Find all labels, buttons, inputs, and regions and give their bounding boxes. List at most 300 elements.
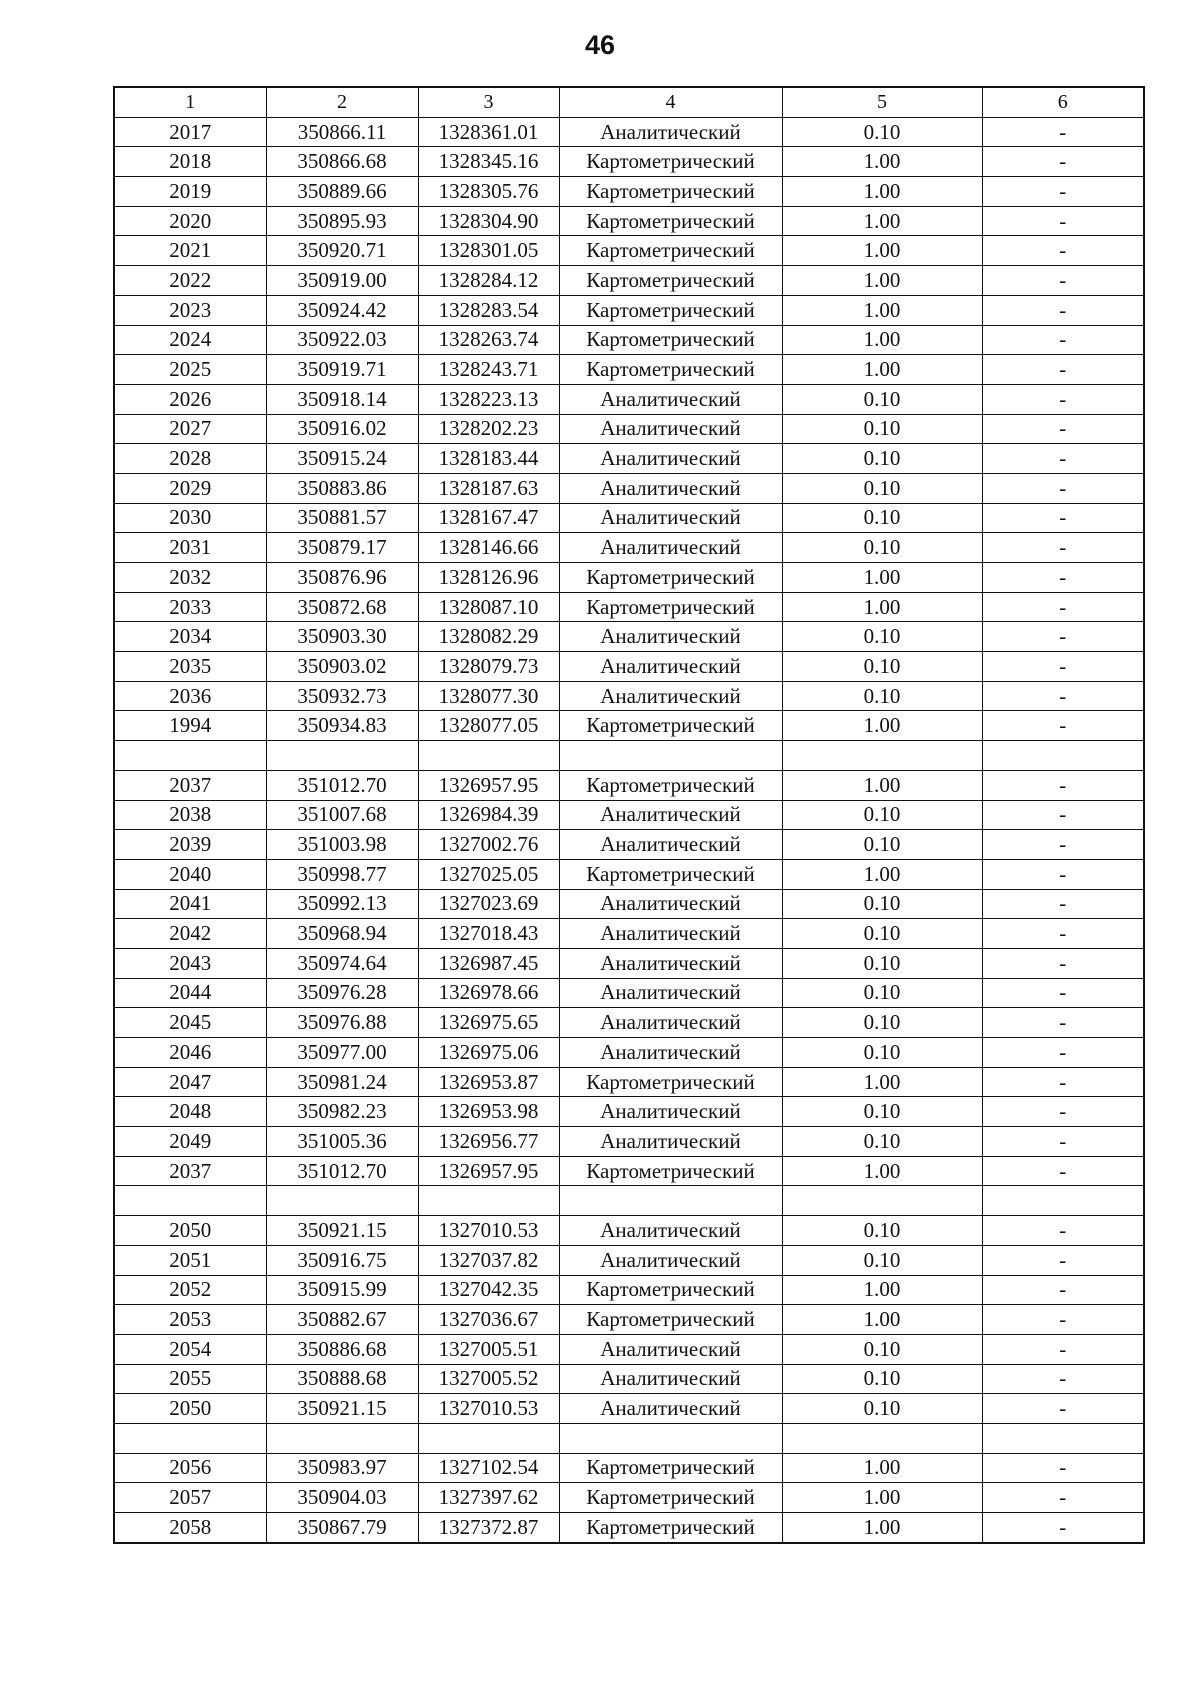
note-cell: - xyxy=(982,414,1144,444)
point-number-cell: 2043 xyxy=(114,948,266,978)
x-coordinate-cell: 350889.66 xyxy=(266,177,418,207)
point-number-cell: 2032 xyxy=(114,563,266,593)
x-coordinate-cell: 350903.02 xyxy=(266,652,418,682)
table-row xyxy=(114,800,1144,830)
accuracy-cell: 1.00 xyxy=(782,1156,982,1186)
accuracy-cell: 1.00 xyxy=(782,1067,982,1097)
column-header: 6 xyxy=(982,87,1144,117)
point-number-cell xyxy=(114,1423,266,1453)
point-number-cell: 2055 xyxy=(114,1364,266,1394)
accuracy-cell: 1.00 xyxy=(782,236,982,266)
method-cell: Аналитический xyxy=(559,1127,782,1157)
table-row xyxy=(114,1394,1144,1424)
y-coordinate-cell: 1327025.05 xyxy=(418,859,559,889)
table-row xyxy=(114,1186,1144,1216)
method-cell: Аналитический xyxy=(559,1038,782,1068)
x-coordinate-cell: 350883.86 xyxy=(266,473,418,503)
y-coordinate-cell: 1326956.77 xyxy=(418,1127,559,1157)
point-number-cell: 2037 xyxy=(114,770,266,800)
note-cell: - xyxy=(982,1156,1144,1186)
method-cell: Аналитический xyxy=(559,444,782,474)
accuracy-cell: 0.10 xyxy=(782,622,982,652)
accuracy-cell: 0.10 xyxy=(782,384,982,414)
table-row xyxy=(114,473,1144,503)
x-coordinate-cell: 350998.77 xyxy=(266,859,418,889)
y-coordinate-cell xyxy=(418,1423,559,1453)
x-coordinate-cell: 350919.71 xyxy=(266,355,418,385)
x-coordinate-cell: 350974.64 xyxy=(266,948,418,978)
point-number-cell: 2044 xyxy=(114,978,266,1008)
note-cell: - xyxy=(982,1394,1144,1424)
y-coordinate-cell: 1327005.52 xyxy=(418,1364,559,1394)
point-number-cell: 2048 xyxy=(114,1097,266,1127)
point-number-cell: 2027 xyxy=(114,414,266,444)
note-cell: - xyxy=(982,1067,1144,1097)
point-number-cell: 2056 xyxy=(114,1453,266,1483)
table-row xyxy=(114,652,1144,682)
point-number-cell: 2052 xyxy=(114,1275,266,1305)
method-cell: Аналитический xyxy=(559,830,782,860)
accuracy-cell: 1.00 xyxy=(782,859,982,889)
table-row xyxy=(114,147,1144,177)
x-coordinate-cell: 350922.03 xyxy=(266,325,418,355)
point-number-cell: 2042 xyxy=(114,919,266,949)
x-coordinate-cell: 350916.02 xyxy=(266,414,418,444)
accuracy-cell: 0.10 xyxy=(782,652,982,682)
y-coordinate-cell: 1328263.74 xyxy=(418,325,559,355)
accuracy-cell: 0.10 xyxy=(782,533,982,563)
accuracy-cell: 0.10 xyxy=(782,414,982,444)
accuracy-cell: 0.10 xyxy=(782,889,982,919)
accuracy-cell: 0.10 xyxy=(782,1216,982,1246)
accuracy-cell: 0.10 xyxy=(782,978,982,1008)
note-cell xyxy=(982,1186,1144,1216)
table-row xyxy=(114,533,1144,563)
table-row xyxy=(114,444,1144,474)
accuracy-cell: 1.00 xyxy=(782,206,982,236)
accuracy-cell xyxy=(782,1423,982,1453)
method-cell: Картометрический xyxy=(559,206,782,236)
point-number-cell: 2033 xyxy=(114,592,266,622)
method-cell: Картометрический xyxy=(559,1067,782,1097)
point-number-cell: 2051 xyxy=(114,1245,266,1275)
y-coordinate-cell: 1328167.47 xyxy=(418,503,559,533)
x-coordinate-cell: 350992.13 xyxy=(266,889,418,919)
y-coordinate-cell: 1328087.10 xyxy=(418,592,559,622)
y-coordinate-cell: 1326957.95 xyxy=(418,770,559,800)
x-coordinate-cell: 350983.97 xyxy=(266,1453,418,1483)
y-coordinate-cell: 1328146.66 xyxy=(418,533,559,563)
y-coordinate-cell: 1326978.66 xyxy=(418,978,559,1008)
note-cell: - xyxy=(982,622,1144,652)
method-cell: Аналитический xyxy=(559,117,782,147)
method-cell: Аналитический xyxy=(559,473,782,503)
y-coordinate-cell xyxy=(418,1186,559,1216)
accuracy-cell: 0.10 xyxy=(782,1038,982,1068)
note-cell: - xyxy=(982,1038,1144,1068)
accuracy-cell: 0.10 xyxy=(782,919,982,949)
x-coordinate-cell: 350888.68 xyxy=(266,1364,418,1394)
method-cell: Картометрический xyxy=(559,236,782,266)
y-coordinate-cell: 1326953.98 xyxy=(418,1097,559,1127)
y-coordinate-cell: 1327037.82 xyxy=(418,1245,559,1275)
y-coordinate-cell: 1328202.23 xyxy=(418,414,559,444)
point-number-cell: 2025 xyxy=(114,355,266,385)
point-number-cell: 2017 xyxy=(114,117,266,147)
accuracy-cell: 1.00 xyxy=(782,325,982,355)
accuracy-cell: 1.00 xyxy=(782,1305,982,1335)
table-row xyxy=(114,1483,1144,1513)
y-coordinate-cell: 1328082.29 xyxy=(418,622,559,652)
y-coordinate-cell: 1327042.35 xyxy=(418,1275,559,1305)
method-cell: Аналитический xyxy=(559,652,782,682)
note-cell: - xyxy=(982,919,1144,949)
x-coordinate-cell: 350976.88 xyxy=(266,1008,418,1038)
x-coordinate-cell: 351012.70 xyxy=(266,1156,418,1186)
note-cell: - xyxy=(982,266,1144,296)
table-row xyxy=(114,295,1144,325)
column-header: 2 xyxy=(266,87,418,117)
point-number-cell: 2030 xyxy=(114,503,266,533)
y-coordinate-cell: 1327036.67 xyxy=(418,1305,559,1335)
point-number-cell: 2040 xyxy=(114,859,266,889)
table-row xyxy=(114,1364,1144,1394)
table-row xyxy=(114,1216,1144,1246)
accuracy-cell: 1.00 xyxy=(782,147,982,177)
note-cell: - xyxy=(982,563,1144,593)
accuracy-cell: 1.00 xyxy=(782,295,982,325)
note-cell: - xyxy=(982,592,1144,622)
table-row xyxy=(114,206,1144,236)
y-coordinate-cell: 1328304.90 xyxy=(418,206,559,236)
y-coordinate-cell: 1327372.87 xyxy=(418,1513,559,1543)
point-number-cell: 2054 xyxy=(114,1334,266,1364)
y-coordinate-cell: 1326957.95 xyxy=(418,1156,559,1186)
x-coordinate-cell: 350915.24 xyxy=(266,444,418,474)
y-coordinate-cell: 1327018.43 xyxy=(418,919,559,949)
y-coordinate-cell: 1326984.39 xyxy=(418,800,559,830)
point-number-cell: 2018 xyxy=(114,147,266,177)
y-coordinate-cell: 1328361.01 xyxy=(418,117,559,147)
table-row xyxy=(114,711,1144,741)
accuracy-cell: 0.10 xyxy=(782,1364,982,1394)
x-coordinate-cell: 350866.11 xyxy=(266,117,418,147)
method-cell: Картометрический xyxy=(559,1513,782,1543)
method-cell: Картометрический xyxy=(559,770,782,800)
method-cell: Аналитический xyxy=(559,978,782,1008)
y-coordinate-cell: 1326987.45 xyxy=(418,948,559,978)
column-header: 4 xyxy=(559,87,782,117)
note-cell: - xyxy=(982,444,1144,474)
y-coordinate-cell: 1326975.65 xyxy=(418,1008,559,1038)
point-number-cell: 2020 xyxy=(114,206,266,236)
method-cell: Картометрический xyxy=(559,1275,782,1305)
table-row xyxy=(114,948,1144,978)
note-cell: - xyxy=(982,770,1144,800)
x-coordinate-cell: 350916.75 xyxy=(266,1245,418,1275)
note-cell: - xyxy=(982,503,1144,533)
x-coordinate-cell: 350924.42 xyxy=(266,295,418,325)
note-cell: - xyxy=(982,473,1144,503)
table-row xyxy=(114,1275,1144,1305)
table-row xyxy=(114,1097,1144,1127)
accuracy-cell: 1.00 xyxy=(782,355,982,385)
y-coordinate-cell: 1327023.69 xyxy=(418,889,559,919)
note-cell: - xyxy=(982,1305,1144,1335)
x-coordinate-cell: 350932.73 xyxy=(266,681,418,711)
y-coordinate-cell: 1327002.76 xyxy=(418,830,559,860)
x-coordinate-cell: 350876.96 xyxy=(266,563,418,593)
y-coordinate-cell: 1328077.05 xyxy=(418,711,559,741)
method-cell: Аналитический xyxy=(559,384,782,414)
point-number-cell xyxy=(114,1186,266,1216)
accuracy-cell xyxy=(782,741,982,771)
y-coordinate-cell: 1327397.62 xyxy=(418,1483,559,1513)
point-number-cell: 1994 xyxy=(114,711,266,741)
note-cell: - xyxy=(982,711,1144,741)
point-number-cell: 2039 xyxy=(114,830,266,860)
note-cell: - xyxy=(982,800,1144,830)
method-cell: Картометрический xyxy=(559,355,782,385)
method-cell: Картометрический xyxy=(559,711,782,741)
accuracy-cell: 0.10 xyxy=(782,948,982,978)
table-row xyxy=(114,1245,1144,1275)
y-coordinate-cell: 1328079.73 xyxy=(418,652,559,682)
method-cell: Аналитический xyxy=(559,889,782,919)
table-row xyxy=(114,1513,1144,1543)
x-coordinate-cell: 350981.24 xyxy=(266,1067,418,1097)
table-row xyxy=(114,622,1144,652)
accuracy-cell: 1.00 xyxy=(782,177,982,207)
table-row xyxy=(114,919,1144,949)
method-cell: Аналитический xyxy=(559,1216,782,1246)
table-row xyxy=(114,1127,1144,1157)
point-number-cell: 2049 xyxy=(114,1127,266,1157)
page-number: 46 xyxy=(584,30,616,60)
y-coordinate-cell: 1328243.71 xyxy=(418,355,559,385)
table-row xyxy=(114,978,1144,1008)
note-cell: - xyxy=(982,1008,1144,1038)
point-number-cell: 2038 xyxy=(114,800,266,830)
point-number-cell: 2026 xyxy=(114,384,266,414)
note-cell: - xyxy=(982,889,1144,919)
y-coordinate-cell: 1327102.54 xyxy=(418,1453,559,1483)
accuracy-cell: 1.00 xyxy=(782,592,982,622)
method-cell: Картометрический xyxy=(559,859,782,889)
x-coordinate-cell: 350879.17 xyxy=(266,533,418,563)
x-coordinate-cell: 350982.23 xyxy=(266,1097,418,1127)
accuracy-cell: 0.10 xyxy=(782,473,982,503)
point-number-cell: 2058 xyxy=(114,1513,266,1543)
note-cell: - xyxy=(982,206,1144,236)
note-cell: - xyxy=(982,325,1144,355)
note-cell: - xyxy=(982,681,1144,711)
note-cell: - xyxy=(982,355,1144,385)
table-row xyxy=(114,1156,1144,1186)
table-row xyxy=(114,1334,1144,1364)
y-coordinate-cell: 1328187.63 xyxy=(418,473,559,503)
point-number-cell: 2050 xyxy=(114,1216,266,1246)
x-coordinate-cell: 351012.70 xyxy=(266,770,418,800)
note-cell: - xyxy=(982,295,1144,325)
point-number-cell: 2029 xyxy=(114,473,266,503)
column-header: 1 xyxy=(114,87,266,117)
method-cell: Картометрический xyxy=(559,1483,782,1513)
point-number-cell: 2034 xyxy=(114,622,266,652)
y-coordinate-cell: 1326975.06 xyxy=(418,1038,559,1068)
method-cell: Картометрический xyxy=(559,563,782,593)
accuracy-cell: 1.00 xyxy=(782,266,982,296)
method-cell: Картометрический xyxy=(559,1156,782,1186)
method-cell: Аналитический xyxy=(559,622,782,652)
accuracy-cell: 0.10 xyxy=(782,1008,982,1038)
table-row xyxy=(114,681,1144,711)
table-row xyxy=(114,889,1144,919)
x-coordinate-cell: 350977.00 xyxy=(266,1038,418,1068)
table-row xyxy=(114,1305,1144,1335)
method-cell: Картометрический xyxy=(559,325,782,355)
y-coordinate-cell: 1327010.53 xyxy=(418,1216,559,1246)
table-row xyxy=(114,177,1144,207)
x-coordinate-cell: 350904.03 xyxy=(266,1483,418,1513)
note-cell: - xyxy=(982,1275,1144,1305)
table-header-row xyxy=(114,87,1144,117)
y-coordinate-cell: 1328305.76 xyxy=(418,177,559,207)
x-coordinate-cell: 350903.30 xyxy=(266,622,418,652)
x-coordinate-cell xyxy=(266,1186,418,1216)
table-row xyxy=(114,1423,1144,1453)
y-coordinate-cell: 1328126.96 xyxy=(418,563,559,593)
note-cell: - xyxy=(982,1245,1144,1275)
x-coordinate-cell xyxy=(266,741,418,771)
note-cell xyxy=(982,1423,1144,1453)
table-row xyxy=(114,563,1144,593)
table-row xyxy=(114,830,1144,860)
accuracy-cell: 1.00 xyxy=(782,563,982,593)
note-cell: - xyxy=(982,978,1144,1008)
y-coordinate-cell: 1328345.16 xyxy=(418,147,559,177)
accuracy-cell: 0.10 xyxy=(782,1127,982,1157)
note-cell: - xyxy=(982,1483,1144,1513)
x-coordinate-cell: 351007.68 xyxy=(266,800,418,830)
point-number-cell: 2047 xyxy=(114,1067,266,1097)
note-cell: - xyxy=(982,236,1144,266)
note-cell: - xyxy=(982,177,1144,207)
point-number-cell: 2053 xyxy=(114,1305,266,1335)
point-number-cell: 2057 xyxy=(114,1483,266,1513)
table-row xyxy=(114,1067,1144,1097)
accuracy-cell: 0.10 xyxy=(782,1394,982,1424)
table-body xyxy=(114,117,1144,1543)
table-row xyxy=(114,414,1144,444)
point-number-cell: 2050 xyxy=(114,1394,266,1424)
point-number-cell: 2028 xyxy=(114,444,266,474)
point-number-cell: 2023 xyxy=(114,295,266,325)
method-cell xyxy=(559,1423,782,1453)
point-number-cell: 2045 xyxy=(114,1008,266,1038)
table-row xyxy=(114,1453,1144,1483)
method-cell: Аналитический xyxy=(559,1008,782,1038)
accuracy-cell: 1.00 xyxy=(782,711,982,741)
method-cell: Картометрический xyxy=(559,147,782,177)
method-cell: Аналитический xyxy=(559,1394,782,1424)
accuracy-cell: 0.10 xyxy=(782,830,982,860)
accuracy-cell: 1.00 xyxy=(782,1513,982,1543)
y-coordinate-cell: 1328077.30 xyxy=(418,681,559,711)
table-row xyxy=(114,859,1144,889)
method-cell: Аналитический xyxy=(559,948,782,978)
table-row xyxy=(114,1038,1144,1068)
column-header: 5 xyxy=(782,87,982,117)
table-row xyxy=(114,741,1144,771)
point-number-cell: 2041 xyxy=(114,889,266,919)
table-row xyxy=(114,355,1144,385)
x-coordinate-cell: 350919.00 xyxy=(266,266,418,296)
table-row xyxy=(114,503,1144,533)
note-cell: - xyxy=(982,830,1144,860)
method-cell: Аналитический xyxy=(559,414,782,444)
accuracy-cell: 0.10 xyxy=(782,1097,982,1127)
x-coordinate-cell: 350918.14 xyxy=(266,384,418,414)
point-number-cell: 2031 xyxy=(114,533,266,563)
x-coordinate-cell: 350881.57 xyxy=(266,503,418,533)
method-cell xyxy=(559,741,782,771)
table-row xyxy=(114,236,1144,266)
method-cell: Картометрический xyxy=(559,1305,782,1335)
x-coordinate-cell: 350866.68 xyxy=(266,147,418,177)
method-cell xyxy=(559,1186,782,1216)
note-cell: - xyxy=(982,859,1144,889)
note-cell: - xyxy=(982,117,1144,147)
note-cell: - xyxy=(982,1513,1144,1543)
x-coordinate-cell: 350915.99 xyxy=(266,1275,418,1305)
table-row xyxy=(114,1008,1144,1038)
point-number-cell: 2024 xyxy=(114,325,266,355)
note-cell: - xyxy=(982,1334,1144,1364)
x-coordinate-cell: 350934.83 xyxy=(266,711,418,741)
y-coordinate-cell: 1328183.44 xyxy=(418,444,559,474)
note-cell: - xyxy=(982,652,1144,682)
accuracy-cell: 0.10 xyxy=(782,681,982,711)
note-cell: - xyxy=(982,1127,1144,1157)
y-coordinate-cell: 1327005.51 xyxy=(418,1334,559,1364)
method-cell: Аналитический xyxy=(559,1245,782,1275)
accuracy-cell: 0.10 xyxy=(782,444,982,474)
x-coordinate-cell: 351005.36 xyxy=(266,1127,418,1157)
y-coordinate-cell: 1328283.54 xyxy=(418,295,559,325)
point-number-cell: 2046 xyxy=(114,1038,266,1068)
x-coordinate-cell xyxy=(266,1423,418,1453)
x-coordinate-cell: 350895.93 xyxy=(266,206,418,236)
note-cell xyxy=(982,741,1144,771)
y-coordinate-cell: 1328223.13 xyxy=(418,384,559,414)
point-number-cell: 2022 xyxy=(114,266,266,296)
method-cell: Картометрический xyxy=(559,1453,782,1483)
y-coordinate-cell: 1328284.12 xyxy=(418,266,559,296)
point-number-cell: 2036 xyxy=(114,681,266,711)
note-cell: - xyxy=(982,533,1144,563)
method-cell: Аналитический xyxy=(559,681,782,711)
x-coordinate-cell: 350921.15 xyxy=(266,1394,418,1424)
note-cell: - xyxy=(982,147,1144,177)
method-cell: Аналитический xyxy=(559,1364,782,1394)
x-coordinate-cell: 350867.79 xyxy=(266,1513,418,1543)
accuracy-cell: 0.10 xyxy=(782,117,982,147)
method-cell: Аналитический xyxy=(559,533,782,563)
accuracy-cell xyxy=(782,1186,982,1216)
coordinates-table xyxy=(113,86,1145,1544)
accuracy-cell: 1.00 xyxy=(782,1275,982,1305)
